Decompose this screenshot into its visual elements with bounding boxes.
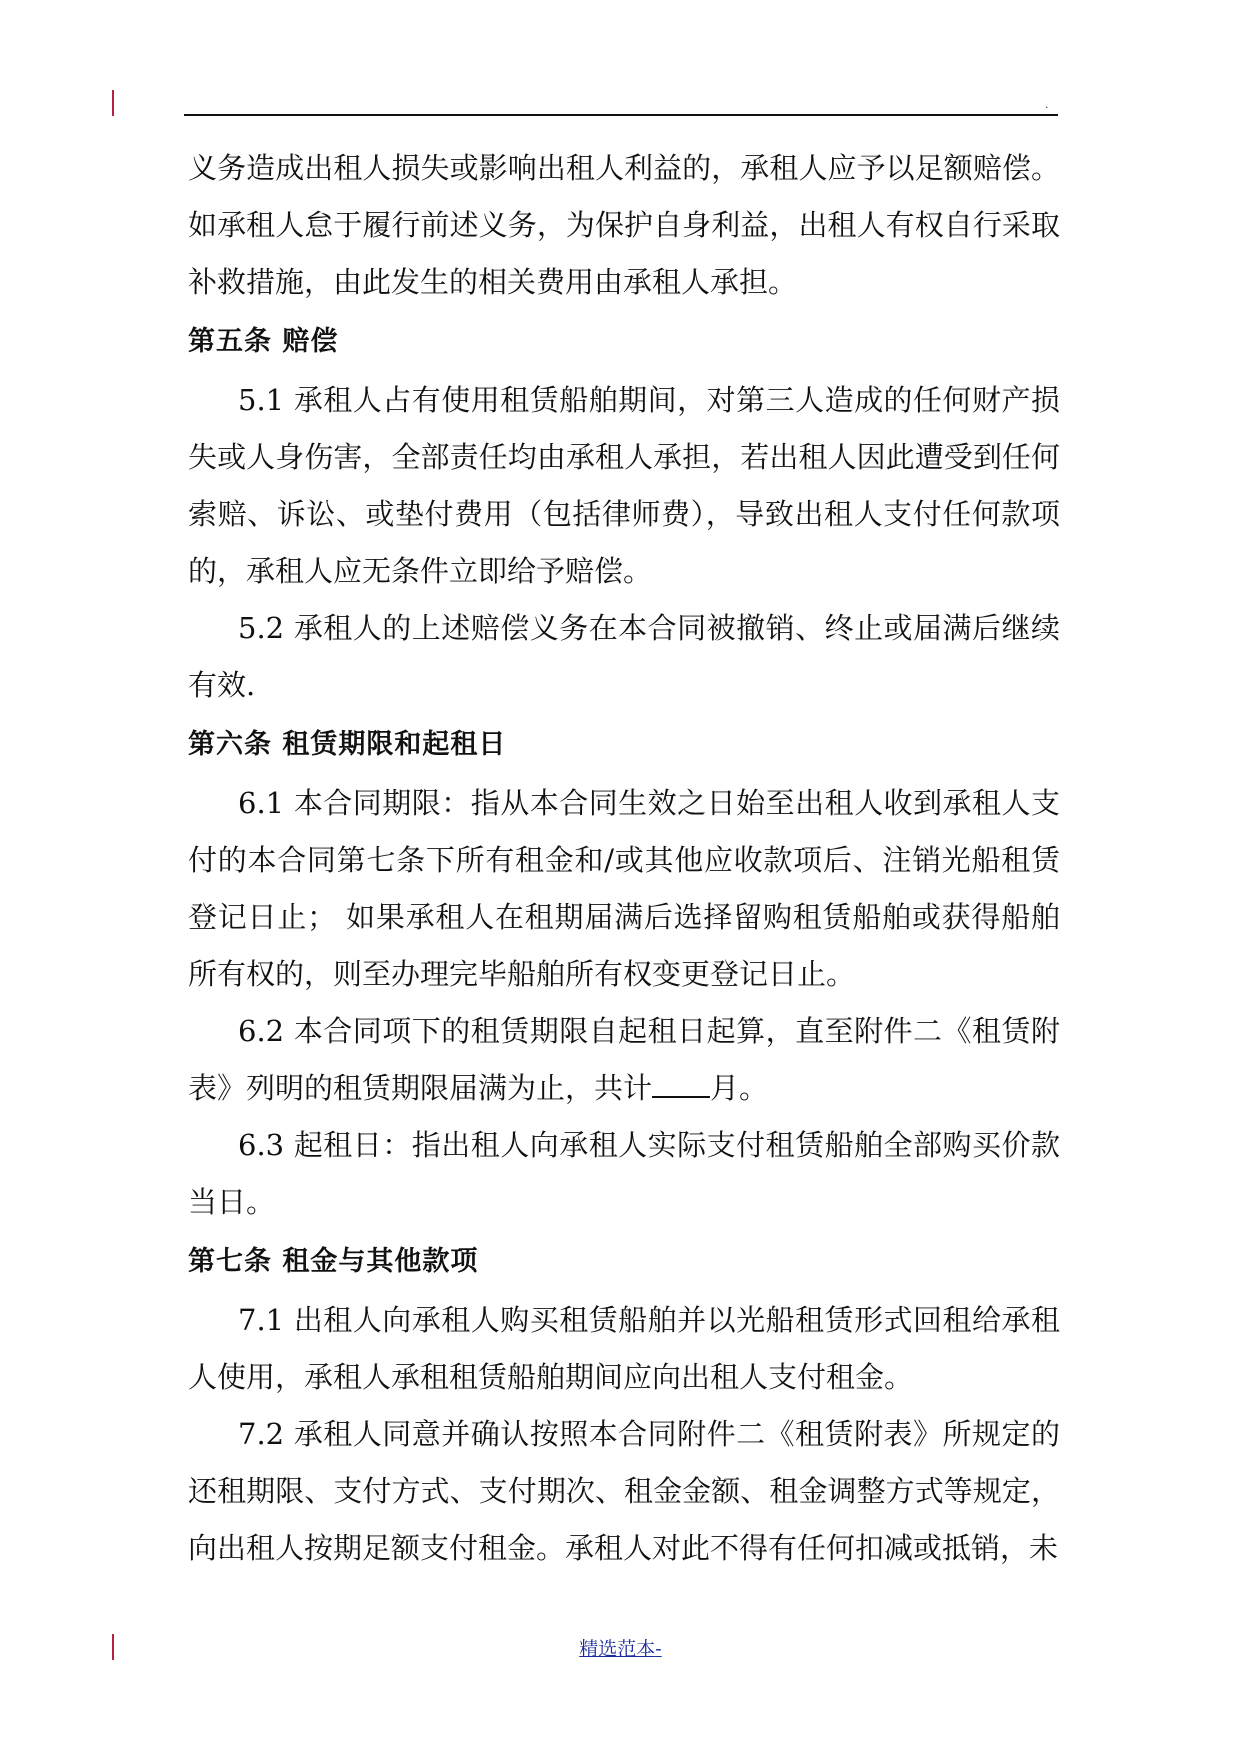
paragraph-7-1: 7.1 出租人向承租人购买租赁船舶并以光船租赁形式回租给承租人使用，承租人承租租赁船舶期间应向出租人支付租金。 <box>188 1303 1060 1394</box>
heading-article-6: 第六条 租赁期限和起租日 <box>188 729 507 760</box>
heading-article-7: 第七条 租金与其他款项 <box>188 1246 479 1277</box>
crop-mark-top-left <box>112 90 114 116</box>
blank-fill-line <box>652 1074 710 1098</box>
paragraph-6-3: 6.3 起租日：指出租人向承租人实际支付租赁船舶全部购买价款当日。 <box>188 1128 1060 1219</box>
paragraph-6-2-text: 6.2 本合同项下的租赁期限自起租日起算，直至附件二《租赁附表》列明的租赁期限届满为止，共计 <box>188 1014 1060 1105</box>
header-mark: . <box>1045 98 1049 111</box>
paragraph-continuation: 义务造成出租人损失或影响出租人利益的，承租人应予以足额赔偿。如承租人怠于履行前述义务，为保护自身利益，出租人有权自行采取补救措施，由此发生的相关费用由承租人承担。 <box>188 151 1060 299</box>
paragraph-7-2: 7.2 承租人同意并确认按照本合同附件二《租赁附表》所规定的还租期限、支付方式、支付期次、租金金额、租金调整方式等规定，向出租人按期足额支付租金。承租人对此不得有任何扣减或抵销，未 <box>188 1417 1060 1565</box>
paragraph-6-2-end: 月。 <box>710 1071 769 1105</box>
footer-suffix: - <box>655 1638 662 1660</box>
document-body <box>188 140 1060 1577</box>
footer-link[interactable]: 精选范本 <box>579 1638 656 1660</box>
paragraph-5-2: 5.2 承租人的上述赔偿义务在本合同被撤销、终止或届满后继续有效. <box>188 611 1060 702</box>
header-rule <box>184 114 1058 116</box>
paragraph-6-2 <box>188 1003 1060 1117</box>
heading-article-5: 第五条 赔偿 <box>188 326 339 357</box>
paragraph-6-1: 6.1 本合同期限：指从本合同生效之日始至出租人收到承租人支付的本合同第七条下所有租金和/或其他应收款项后、注销光船租赁登记日止； 如果承租人在租期届满后选择留购租赁船舶或获得船舶所有权的，则至办理完毕船舶所有权变更登记日止。 <box>188 786 1060 991</box>
footer <box>0 1634 1241 1661</box>
paragraph-5-1: 5.1 承租人占有使用租赁船舶期间，对第三人造成的任何财产损失或人身伤害，全部责任均由承租人承担，若出租人因此遭受到任何索赔、诉讼、或垫付费用（包括律师费），导致出租人支付任何款项的，承租人应无条件立即给予赔偿。 <box>188 383 1060 588</box>
